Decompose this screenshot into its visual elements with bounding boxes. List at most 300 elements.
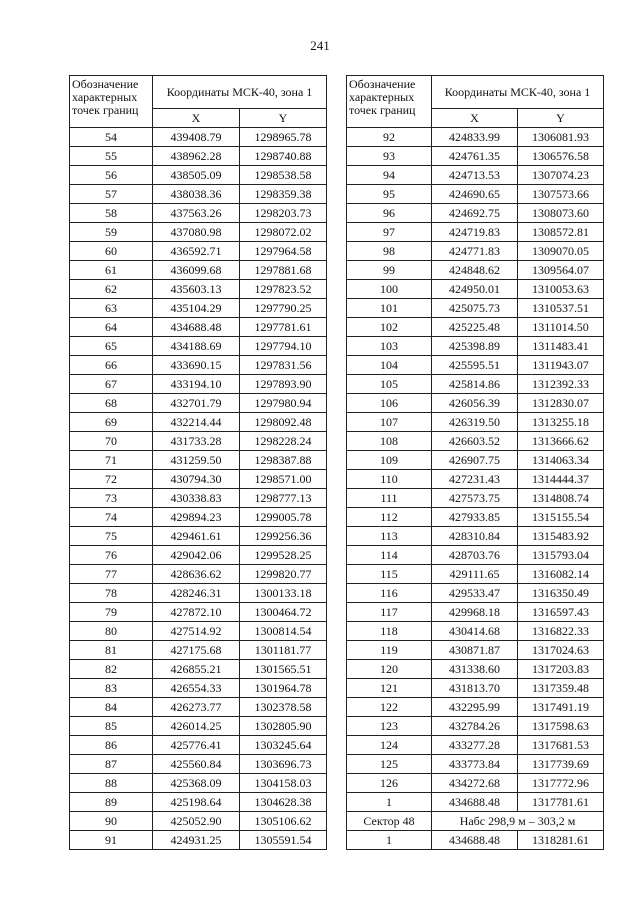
point-number: 109 <box>347 451 432 470</box>
coord-y: 1301181.77 <box>240 641 327 660</box>
point-number: 106 <box>347 394 432 413</box>
coord-y: 1311483.41 <box>518 337 604 356</box>
point-number: 124 <box>347 736 432 755</box>
point-number: 1 <box>347 793 432 812</box>
point-number: 83 <box>70 679 153 698</box>
coord-x: 424713.53 <box>432 166 518 185</box>
coord-x: 432214.44 <box>153 413 240 432</box>
coord-y: 1306576.58 <box>518 147 604 166</box>
table-row <box>347 432 604 451</box>
coord-y: 1311014.50 <box>518 318 604 337</box>
header-x: X <box>432 109 518 128</box>
point-number: 61 <box>70 261 153 280</box>
point-number: 90 <box>70 812 153 831</box>
coord-x: 432784.26 <box>432 717 518 736</box>
coord-x: 425398.89 <box>432 337 518 356</box>
table-row <box>347 698 604 717</box>
point-number: 59 <box>70 223 153 242</box>
point-number: 65 <box>70 337 153 356</box>
coord-y: 1315155.54 <box>518 508 604 527</box>
point-number: 71 <box>70 451 153 470</box>
coord-y: 1297893.90 <box>240 375 327 394</box>
point-number: 73 <box>70 489 153 508</box>
coord-x: 425595.51 <box>432 356 518 375</box>
coord-x: 431733.28 <box>153 432 240 451</box>
coord-x: 436592.71 <box>153 242 240 261</box>
point-number: 119 <box>347 641 432 660</box>
point-number: 113 <box>347 527 432 546</box>
point-number: 98 <box>347 242 432 261</box>
table-body-left <box>70 128 327 850</box>
header-point-designation: Обозначение характерных точек границ <box>70 76 153 128</box>
coord-x: 429461.61 <box>153 527 240 546</box>
coord-y: 1312392.33 <box>518 375 604 394</box>
coord-y: 1313255.18 <box>518 413 604 432</box>
table-row <box>347 375 604 394</box>
point-number: 97 <box>347 223 432 242</box>
coord-x: 424833.99 <box>432 128 518 147</box>
coord-y: 1297823.52 <box>240 280 327 299</box>
table-row <box>347 470 604 489</box>
table-row <box>347 622 604 641</box>
table-row <box>347 679 604 698</box>
coord-y: 1317781.61 <box>518 793 604 812</box>
table-row <box>347 793 604 812</box>
point-number: 80 <box>70 622 153 641</box>
coord-x: 438505.09 <box>153 166 240 185</box>
point-number: 101 <box>347 299 432 318</box>
point-number: 87 <box>70 755 153 774</box>
header-coordinates: Координаты МСК-40, зона 1 <box>153 76 327 109</box>
coord-x: 433194.10 <box>153 375 240 394</box>
coord-x: 435603.13 <box>153 280 240 299</box>
table-row <box>70 223 327 242</box>
coord-y: 1304628.38 <box>240 793 327 812</box>
point-number: 121 <box>347 679 432 698</box>
point-number: 81 <box>70 641 153 660</box>
coord-x: 426907.75 <box>432 451 518 470</box>
table-row <box>70 280 327 299</box>
point-number: 95 <box>347 185 432 204</box>
table-body-right <box>347 128 604 812</box>
coord-y: 1298072.02 <box>240 223 327 242</box>
coord-x: 437563.26 <box>153 204 240 223</box>
table-row <box>347 831 604 850</box>
point-number: 91 <box>70 831 153 850</box>
coord-x: 438962.28 <box>153 147 240 166</box>
table-row <box>70 337 327 356</box>
point-number: 94 <box>347 166 432 185</box>
coord-x: 434188.69 <box>153 337 240 356</box>
table-row <box>70 204 327 223</box>
coord-y: 1297964.58 <box>240 242 327 261</box>
coord-x: 424771.83 <box>432 242 518 261</box>
table-row <box>70 375 327 394</box>
coord-x: 434688.48 <box>153 318 240 337</box>
point-number: 111 <box>347 489 432 508</box>
table-row <box>70 356 327 375</box>
point-number: 104 <box>347 356 432 375</box>
point-number: 92 <box>347 128 432 147</box>
coord-x: 435104.29 <box>153 299 240 318</box>
point-number: 74 <box>70 508 153 527</box>
table-row <box>70 793 327 812</box>
table-row <box>347 299 604 318</box>
coord-y: 1316082.14 <box>518 565 604 584</box>
coord-y: 1316822.33 <box>518 622 604 641</box>
table-row <box>347 603 604 622</box>
coord-y: 1297980.94 <box>240 394 327 413</box>
coord-y: 1297831.56 <box>240 356 327 375</box>
table-row <box>70 299 327 318</box>
coord-y: 1317681.53 <box>518 736 604 755</box>
coord-y: 1317739.69 <box>518 755 604 774</box>
coord-x: 427573.75 <box>432 489 518 508</box>
coord-x: 439408.79 <box>153 128 240 147</box>
coord-y: 1297794.10 <box>240 337 327 356</box>
coord-y: 1308073.60 <box>518 204 604 223</box>
table-row <box>70 546 327 565</box>
table-row <box>70 508 327 527</box>
table-row <box>70 641 327 660</box>
table-row <box>347 356 604 375</box>
table-row <box>347 166 604 185</box>
point-number: 115 <box>347 565 432 584</box>
coord-x: 436099.68 <box>153 261 240 280</box>
header-y: Y <box>518 109 604 128</box>
coord-x: 427514.92 <box>153 622 240 641</box>
point-number: 86 <box>70 736 153 755</box>
coord-x: 426273.77 <box>153 698 240 717</box>
point-number: 57 <box>70 185 153 204</box>
sector-range: Набс 298,9 м – 303,2 м <box>432 812 604 831</box>
coord-x: 425814.86 <box>432 375 518 394</box>
coord-y: 1298777.13 <box>240 489 327 508</box>
point-number: 125 <box>347 755 432 774</box>
coord-x: 426603.52 <box>432 432 518 451</box>
coord-y: 1298359.38 <box>240 185 327 204</box>
point-number: 84 <box>70 698 153 717</box>
point-number: 96 <box>347 204 432 223</box>
point-number: 75 <box>70 527 153 546</box>
coord-y: 1299256.36 <box>240 527 327 546</box>
coord-x: 429894.23 <box>153 508 240 527</box>
point-number: 64 <box>70 318 153 337</box>
point-number: 126 <box>347 774 432 793</box>
coord-y: 1317491.19 <box>518 698 604 717</box>
coord-x: 426554.33 <box>153 679 240 698</box>
coord-y: 1299005.78 <box>240 508 327 527</box>
coord-y: 1298740.88 <box>240 147 327 166</box>
coord-y: 1297881.68 <box>240 261 327 280</box>
table-row <box>70 261 327 280</box>
table-row <box>347 546 604 565</box>
coord-y: 1299528.25 <box>240 546 327 565</box>
coord-x: 427872.10 <box>153 603 240 622</box>
coord-y: 1309070.05 <box>518 242 604 261</box>
coord-y: 1298571.00 <box>240 470 327 489</box>
point-number: 72 <box>70 470 153 489</box>
coord-x: 431259.50 <box>153 451 240 470</box>
coord-y: 1308572.81 <box>518 223 604 242</box>
table-row <box>70 812 327 831</box>
table-row <box>347 565 604 584</box>
table-row <box>347 736 604 755</box>
sector-row <box>347 812 604 831</box>
coord-y: 1317024.63 <box>518 641 604 660</box>
table-row <box>347 508 604 527</box>
table-row <box>347 413 604 432</box>
point-number: 56 <box>70 166 153 185</box>
coord-x: 434688.48 <box>432 793 518 812</box>
table-row <box>347 584 604 603</box>
table-row <box>347 451 604 470</box>
coord-y: 1298538.58 <box>240 166 327 185</box>
table-row <box>347 774 604 793</box>
point-number: 66 <box>70 356 153 375</box>
table-row <box>70 698 327 717</box>
coord-x: 431813.70 <box>432 679 518 698</box>
coord-x: 425198.64 <box>153 793 240 812</box>
coord-x: 434272.68 <box>432 774 518 793</box>
table-row <box>347 394 604 413</box>
coord-x: 428246.31 <box>153 584 240 603</box>
coord-y: 1297790.25 <box>240 299 327 318</box>
point-number: 108 <box>347 432 432 451</box>
point-number: 93 <box>347 147 432 166</box>
point-number: 54 <box>70 128 153 147</box>
header-point-designation: Обозначение характерных точек границ <box>347 76 432 128</box>
point-number: 110 <box>347 470 432 489</box>
point-number: 77 <box>70 565 153 584</box>
coord-x: 425052.90 <box>153 812 240 831</box>
table-row <box>347 223 604 242</box>
coord-y: 1299820.77 <box>240 565 327 584</box>
coord-y: 1302805.90 <box>240 717 327 736</box>
coord-x: 424761.35 <box>432 147 518 166</box>
table-row <box>70 831 327 850</box>
coord-x: 430338.83 <box>153 489 240 508</box>
coord-x: 426056.39 <box>432 394 518 413</box>
table-row <box>347 280 604 299</box>
header-coordinates: Координаты МСК-40, зона 1 <box>432 76 604 109</box>
point-number: 1 <box>347 831 432 850</box>
coord-x: 426855.21 <box>153 660 240 679</box>
table-row <box>347 755 604 774</box>
coord-y: 1317598.63 <box>518 717 604 736</box>
point-number: 62 <box>70 280 153 299</box>
coord-x: 434688.48 <box>432 831 518 850</box>
coord-x: 430414.68 <box>432 622 518 641</box>
coord-x: 425368.09 <box>153 774 240 793</box>
point-number: 88 <box>70 774 153 793</box>
point-number: 58 <box>70 204 153 223</box>
table-row <box>70 622 327 641</box>
coord-x: 428310.84 <box>432 527 518 546</box>
coord-x: 428703.76 <box>432 546 518 565</box>
coord-y: 1307074.23 <box>518 166 604 185</box>
header-x: X <box>153 109 240 128</box>
page-number: 241 <box>310 38 330 53</box>
point-number: 63 <box>70 299 153 318</box>
point-number: 102 <box>347 318 432 337</box>
coord-y: 1298387.88 <box>240 451 327 470</box>
table-row <box>347 128 604 147</box>
coordinates-table-right <box>346 75 604 850</box>
table-row <box>70 128 327 147</box>
coord-x: 424690.65 <box>432 185 518 204</box>
coord-x: 426319.50 <box>432 413 518 432</box>
table-row <box>70 565 327 584</box>
table-row <box>70 166 327 185</box>
point-number: 69 <box>70 413 153 432</box>
point-number: 70 <box>70 432 153 451</box>
table-row <box>70 413 327 432</box>
point-number: 122 <box>347 698 432 717</box>
coord-y: 1310053.63 <box>518 280 604 299</box>
point-number: 60 <box>70 242 153 261</box>
point-number: 107 <box>347 413 432 432</box>
coord-x: 425225.48 <box>432 318 518 337</box>
table-row <box>70 603 327 622</box>
point-number: 103 <box>347 337 432 356</box>
coord-x: 432701.79 <box>153 394 240 413</box>
table-row <box>347 717 604 736</box>
coord-y: 1317772.96 <box>518 774 604 793</box>
coord-x: 433690.15 <box>153 356 240 375</box>
coord-y: 1301565.51 <box>240 660 327 679</box>
table-row <box>70 755 327 774</box>
table-row <box>70 185 327 204</box>
coord-x: 429968.18 <box>432 603 518 622</box>
table-row <box>70 660 327 679</box>
coord-x: 430794.30 <box>153 470 240 489</box>
coord-y: 1312830.07 <box>518 394 604 413</box>
coord-y: 1301964.78 <box>240 679 327 698</box>
table-row <box>70 527 327 546</box>
header-y: Y <box>240 109 327 128</box>
coord-x: 429111.65 <box>432 565 518 584</box>
table-row <box>347 641 604 660</box>
table-row <box>70 242 327 261</box>
point-number: 123 <box>347 717 432 736</box>
coord-y: 1305106.62 <box>240 812 327 831</box>
point-number: 79 <box>70 603 153 622</box>
coord-x: 438038.36 <box>153 185 240 204</box>
coord-x: 424692.75 <box>432 204 518 223</box>
point-number: 118 <box>347 622 432 641</box>
coord-x: 427175.68 <box>153 641 240 660</box>
coord-y: 1314808.74 <box>518 489 604 508</box>
coord-y: 1307573.66 <box>518 185 604 204</box>
coord-y: 1311943.07 <box>518 356 604 375</box>
table-row <box>70 489 327 508</box>
table-row <box>347 337 604 356</box>
table-row <box>347 242 604 261</box>
point-number: 116 <box>347 584 432 603</box>
table-row <box>347 489 604 508</box>
point-number: 67 <box>70 375 153 394</box>
coord-x: 425776.41 <box>153 736 240 755</box>
table-row <box>347 261 604 280</box>
coord-y: 1317359.48 <box>518 679 604 698</box>
coord-x: 424950.01 <box>432 280 518 299</box>
point-number: 114 <box>347 546 432 565</box>
point-number: 100 <box>347 280 432 299</box>
point-number: 89 <box>70 793 153 812</box>
coord-y: 1300814.54 <box>240 622 327 641</box>
point-number: 112 <box>347 508 432 527</box>
coord-x: 424719.83 <box>432 223 518 242</box>
table-row <box>347 204 604 223</box>
coord-y: 1318281.61 <box>518 831 604 850</box>
table-row <box>70 432 327 451</box>
coord-x: 427231.43 <box>432 470 518 489</box>
coord-x: 425560.84 <box>153 755 240 774</box>
point-number: 55 <box>70 147 153 166</box>
coord-y: 1306081.93 <box>518 128 604 147</box>
table-row <box>70 774 327 793</box>
coord-y: 1297781.61 <box>240 318 327 337</box>
coord-y: 1315483.92 <box>518 527 604 546</box>
coord-y: 1317203.83 <box>518 660 604 679</box>
point-number: 117 <box>347 603 432 622</box>
coord-y: 1302378.58 <box>240 698 327 717</box>
table-footer-right <box>347 812 604 850</box>
point-number: 99 <box>347 261 432 280</box>
coord-y: 1314063.34 <box>518 451 604 470</box>
table-row <box>347 318 604 337</box>
coord-y: 1298203.73 <box>240 204 327 223</box>
coord-y: 1316597.43 <box>518 603 604 622</box>
coord-x: 430871.87 <box>432 641 518 660</box>
coord-x: 431338.60 <box>432 660 518 679</box>
point-number: 78 <box>70 584 153 603</box>
coord-y: 1303245.64 <box>240 736 327 755</box>
coordinates-table-left <box>69 75 327 850</box>
point-number: 85 <box>70 717 153 736</box>
coord-x: 429042.06 <box>153 546 240 565</box>
coord-x: 425075.73 <box>432 299 518 318</box>
coord-x: 428636.62 <box>153 565 240 584</box>
table-row <box>70 318 327 337</box>
table-row <box>70 736 327 755</box>
table-row <box>347 185 604 204</box>
table-row <box>70 679 327 698</box>
table-row <box>347 147 604 166</box>
coord-y: 1313666.62 <box>518 432 604 451</box>
coord-x: 424848.62 <box>432 261 518 280</box>
sector-label: Сектор 48 <box>347 812 432 831</box>
coord-y: 1316350.49 <box>518 584 604 603</box>
table-row <box>347 527 604 546</box>
coord-y: 1305591.54 <box>240 831 327 850</box>
coord-x: 429533.47 <box>432 584 518 603</box>
table-row <box>70 470 327 489</box>
coord-y: 1298965.78 <box>240 128 327 147</box>
coord-x: 437080.98 <box>153 223 240 242</box>
coord-y: 1310537.51 <box>518 299 604 318</box>
coord-y: 1315793.04 <box>518 546 604 565</box>
point-number: 68 <box>70 394 153 413</box>
coord-y: 1298228.24 <box>240 432 327 451</box>
coord-x: 427933.85 <box>432 508 518 527</box>
table-row <box>70 147 327 166</box>
table-row <box>347 660 604 679</box>
coord-y: 1309564.07 <box>518 261 604 280</box>
coord-x: 432295.99 <box>432 698 518 717</box>
coord-y: 1314444.37 <box>518 470 604 489</box>
